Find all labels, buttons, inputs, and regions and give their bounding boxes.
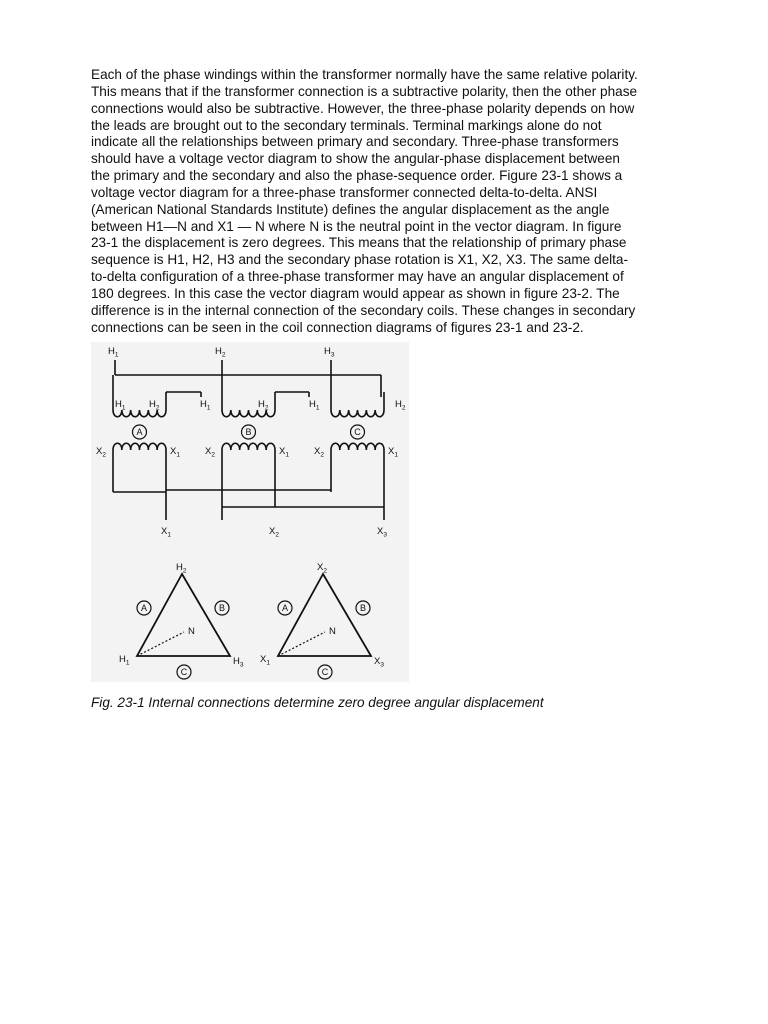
primary-phase-label: B — [218, 603, 226, 613]
secondary-vertex-label: $X_2$ — [317, 562, 327, 575]
primary-phase-label: A — [140, 603, 148, 613]
primary-coil-label: $H_1$ — [200, 399, 211, 412]
primary-vertex-label: $H_2$ — [176, 562, 187, 575]
secondary-phase-label: A — [281, 603, 289, 613]
primary-vertex-label: $H_1$ — [119, 654, 130, 667]
secondary-coil-label: $X_1$ — [279, 446, 289, 459]
secondary-coil — [222, 443, 275, 450]
secondary-neutral-label: N — [329, 626, 336, 637]
secondary-terminal-label: $X_3$ — [377, 526, 387, 539]
secondary-coil-label: $X_2$ — [205, 446, 215, 459]
secondary-coil-label: $X_1$ — [388, 446, 398, 459]
primary-terminal-label: $H_1$ — [108, 346, 119, 359]
body-paragraph: Each of the phase windings within the transformer normally have the same relative polarity. This means that if the transformer connection is a subtractive polarity, then the other phase connections would also be subtractive. However, the three-phase polarity depends on how the leads are brought out to the secondary terminals. Terminal markings alone do not indicate all the relationships between primary and secondary. Three-phase transformers should have a voltage vector diagram to show the angular-phase displacement between the primary and the secondary and also the phase-sequence order. Figure 23-1 shows a voltage vector diagram for a three-phase transformer connected delta-to-delta. ANSI (American National Standards Institute) defines the angular displacement as the angle between H1—N and X1 — N where N is the neutral point in the vector diagram. In figure 23-1 the displacement is zero degrees. This means that the relationship of primary phase sequence is H1, H2, H3 and the secondary phase rotation is X1, X2, X3. The same delta- to-delta configuration of a three-phase transformer may have an angular displacement of 180 degrees. In this case the vector diagram would appear as shown in figure 23-2. The difference is in the internal connection of the secondary coils. These changes in secondary connections can be seen in the coil connection diagrams of figures 23-1 and 23-2. — [91, 67, 638, 335]
phase-label: B — [245, 427, 252, 437]
secondary-vertex-label: $X_3$ — [374, 656, 384, 669]
primary-neutral-label: N — [188, 626, 195, 637]
secondary-phase-label: C — [321, 667, 329, 677]
phase-label: A — [136, 427, 143, 437]
primary-coil-label: $H_2$ — [395, 399, 406, 412]
secondary-vertex-label: $X_1$ — [260, 654, 270, 667]
phase-label: C — [354, 427, 361, 437]
primary-coil-label: $H_2$ — [258, 399, 269, 412]
secondary-coil-label: $X_1$ — [170, 446, 180, 459]
secondary-coil-label: $X_2$ — [314, 446, 324, 459]
figure-caption: Fig. 23-1 Internal connections determine zero degree angular displacement — [91, 695, 544, 710]
primary-terminal-label: $H_3$ — [324, 346, 335, 359]
primary-terminal-label: $H_2$ — [215, 346, 226, 359]
secondary-terminal-label: $X_1$ — [161, 526, 171, 539]
secondary-terminal-label: $X_2$ — [269, 526, 279, 539]
secondary-coil-label: $X_2$ — [96, 446, 106, 459]
secondary-coil — [331, 443, 384, 450]
transformer-connection-figure — [91, 342, 409, 682]
primary-phase-label: C — [180, 667, 188, 677]
secondary-phase-label: B — [359, 603, 367, 613]
primary-vector-triangle — [137, 574, 230, 656]
primary-coil-label: $H_1$ — [115, 399, 126, 412]
secondary-coil — [113, 443, 166, 450]
primary-coil-label: $H_1$ — [309, 399, 320, 412]
primary-vertex-label: $H_3$ — [233, 656, 244, 669]
primary-coil — [331, 410, 384, 417]
primary-coil-label: $H_2$ — [149, 399, 160, 412]
secondary-vector-triangle — [278, 574, 371, 656]
